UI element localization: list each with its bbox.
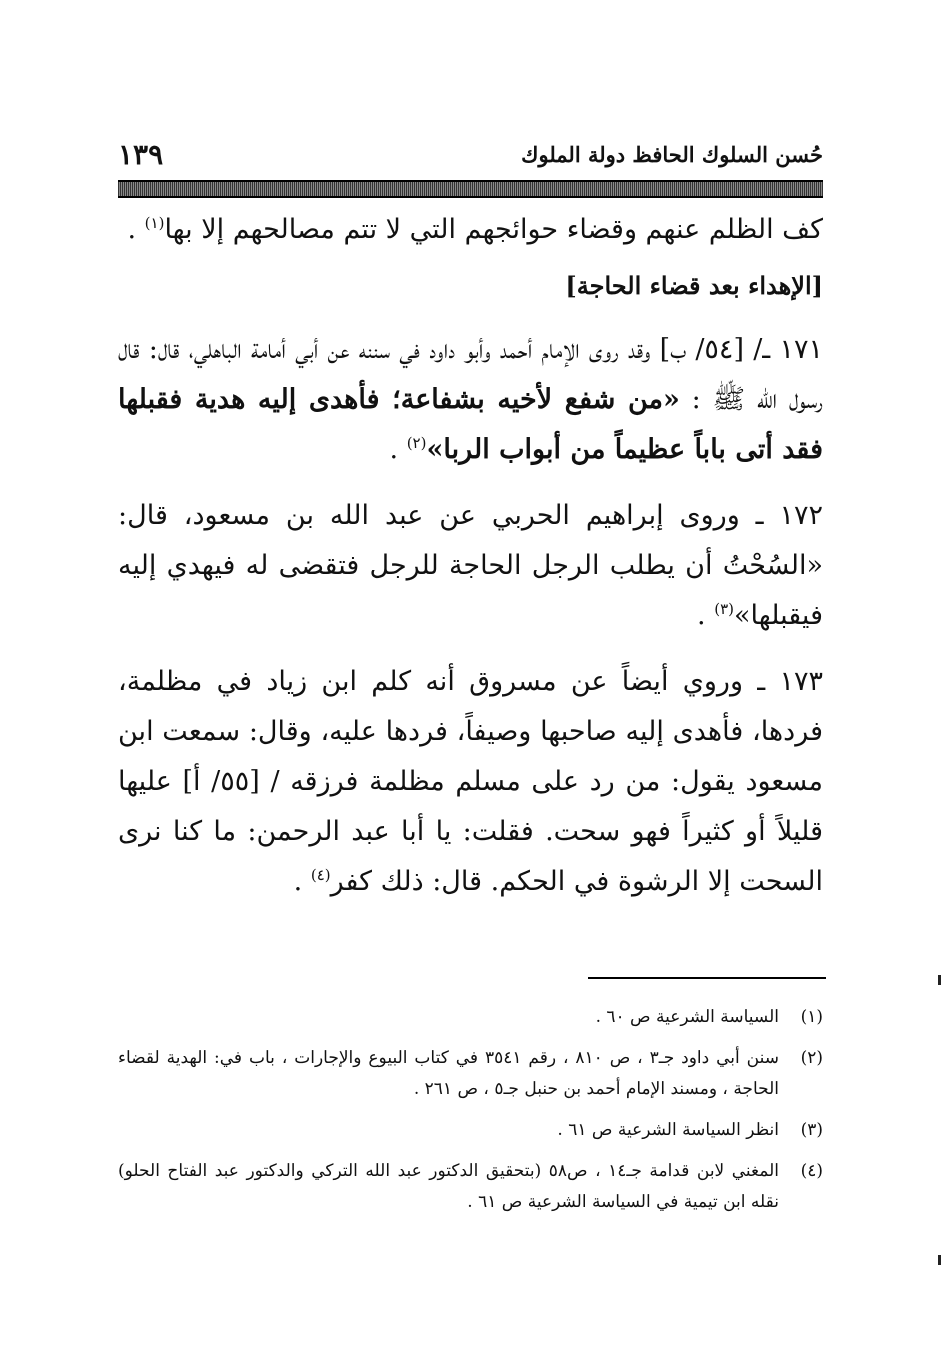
paragraph-text: ١٧٣ ـ وروي أيضاً عن مسروق أنه كلم ابن زياد في مظلمة، فردها، فأهدى إليه صاحبها وصيفاً، فردها عليه، وقال: سمعت ابن مسعود يقول: من رد على مسلم مظلمة فرزقه / [٥٥/ أ] عليها قليلاً أو كثيراً فهو سحت. فقلت: يا أبا عبد الرحمن: ما كنا نرى السحت إلا الرشوة في الحكم. قال: ذلك كفر	[118, 666, 823, 897]
footnote-text: المغني لابن قدامة جـ١٤ ، ص٥٨ (بتحقيق الدكتور عبد الله التركي والدكتور عبد الفتاح الحلو) نقله ابن تيمية في السياسة الشرعية ص ٦١ .	[118, 1161, 779, 1212]
header-rule	[118, 180, 823, 198]
footnote-rule	[588, 977, 826, 979]
footnote-text: سنن أبي داود جـ٣ ، ص ٨١٠ ، رقم ٣٥٤١ في كتاب البيوع والإجارات ، باب في: الهدية لقضاء الحاجة ، ومسند الإمام أحمد بن حنبل جـ٥ ، ص ٢٦١ .	[118, 1048, 779, 1099]
paragraph-continuation	[118, 205, 823, 255]
paragraph-text: كف الظلم عنهم وقضاء حوائجهم التي لا تتم مصالحهم إلا بها	[164, 214, 823, 245]
quote: «السُحْتُ أن يطلب الرجل الحاجة للرجل فتقضى له فيهدي إليه فيقبلها»	[118, 550, 823, 631]
page-header	[118, 138, 823, 178]
hadith-quote: «من شفع لأخيه بشفاعة؛ فأهدى إليه هدية فقبلها فقد أتى باباً عظيماً من أبواب الربا»	[118, 384, 823, 465]
paragraph-intro: ١٧١ ـ/ [٥٤/ ب] وقد روى الإمام أحمد وأبو داود في سننه عن أبي أمامة الباهلي، قال: قال رسول الله ﷺ :	[118, 334, 824, 415]
footnote-number: (٣)	[800, 1120, 823, 1140]
paragraph-173	[118, 657, 823, 907]
running-title: حُسن السلوك الحافظ دولة الملوك	[521, 142, 823, 167]
footnote-3	[118, 1115, 823, 1146]
page-number: ١٣٩	[118, 138, 164, 171]
footnote-text: السياسة الشرعية ص ٦٠ .	[595, 1007, 779, 1027]
footnote-1	[118, 1002, 823, 1033]
paragraph-171	[118, 325, 823, 475]
period: .	[697, 600, 715, 631]
period: .	[127, 214, 145, 245]
footnotes	[118, 1002, 823, 1228]
period: .	[293, 866, 311, 897]
section-heading: [الإهداء بعد قضاء الحاجة]	[565, 271, 823, 300]
footnote-ref-3: (٣)	[714, 600, 734, 618]
period: .	[389, 434, 407, 465]
scan-edge-mark	[938, 1255, 941, 1265]
scan-edge-mark	[938, 975, 941, 985]
footnote-2	[118, 1043, 823, 1105]
footnote-ref-4: (٤)	[310, 866, 331, 884]
footnote-number: (٢)	[800, 1048, 823, 1068]
body-text	[118, 205, 823, 907]
footnote-4	[118, 1156, 823, 1218]
footnote-number: (٤)	[800, 1161, 823, 1181]
footnote-ref-2: (٢)	[406, 434, 427, 452]
footnote-ref-1: (١)	[144, 214, 165, 232]
paragraph-intro: ١٧٢ ـ وروى إبراهيم الحربي عن عبد الله بن مسعود، قال:	[118, 500, 823, 531]
paragraph-172	[118, 491, 823, 641]
footnote-text: انظر السياسة الشرعية ص ٦١ .	[557, 1120, 779, 1140]
footnote-number: (١)	[800, 1007, 823, 1027]
